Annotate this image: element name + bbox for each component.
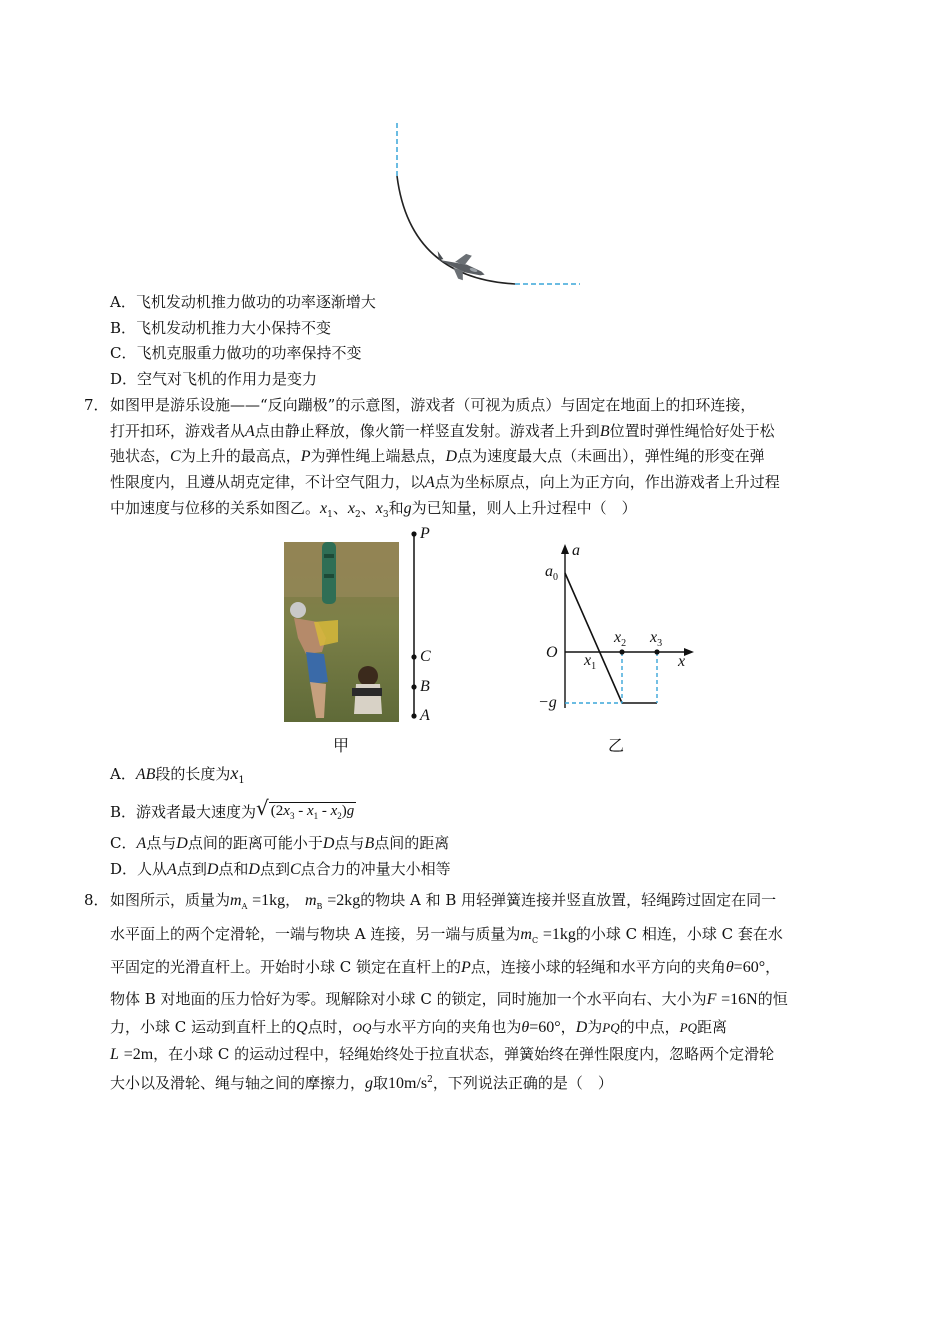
q7-line-2: 打开扣环，游戏者从A点由静止释放，像火箭一样竖直发射。游戏者上升到B位置时弹性绳恰好处于松 — [110, 422, 775, 440]
q7-line-4: 性限度内，且遵从胡克定律，不计空气阻力，以A点为坐标原点，向上为正方向，作出游戏者上升过程 — [110, 473, 780, 491]
q7-line-1: 如图甲是游乐设施——“反向蹦极”的示意图，游戏者（可视为质点）与固定在地面上的扣环连接， — [110, 396, 756, 414]
rope-diagram — [404, 526, 444, 726]
axis-label-a: a — [572, 542, 580, 559]
label-b: B — [420, 678, 430, 695]
jet-icon — [431, 245, 488, 286]
q8-line-4: 物体 B 对地面的压力恰好为零。现解除对小球 C 的锁定，同时施加一个水平向右、大小为F =16N的恒 — [110, 990, 788, 1008]
axis-label-x: x — [678, 653, 686, 670]
label-origin: O — [546, 644, 558, 661]
figure-b-caption: 乙 — [608, 736, 625, 755]
q7-option-a: A．AB段的长度为$x_1$ — [110, 763, 245, 786]
label-c: C — [420, 648, 431, 665]
q6-option-d: D．空气对飞机的作用力是变力 — [110, 370, 318, 388]
q8-line-5: 力，小球 C 运动到直杆上的Q点时，OQ与水平方向的夹角也为θ=60°，D为PQ的中点，PQ距离 — [110, 1018, 727, 1036]
label-p: P — [420, 525, 430, 542]
x-axis-arrow — [684, 648, 694, 656]
q7-line-3: 弛状态，C为上升的最高点，P为弹性绳上端悬点，D点为速度最大点（未画出），弹性绳的形变在弹 — [110, 447, 765, 465]
q8-line-2: 水平面上的两个定滑轮，一端与物块 A 连接，另一端与质量为$m_C =1kg$的小球 C 相连，小球 C 套在水 — [110, 925, 783, 945]
q8-line-3: 平固定的光滑直杆上。开始时小球 C 锁定在直杆上的P点，连接小球的轻绳和水平方向的夹角θ=60°， — [110, 958, 781, 976]
q6-option-a: A．飞机发动机推力做功的功率逐渐增大 — [110, 293, 376, 311]
q7-line-5: 中加速度与位移的关系如图乙。$x_1$、$x_2$、$x_3$和g为已知量，则人上升过程中（ ） — [110, 499, 637, 520]
airplane-trajectory-figure — [380, 118, 590, 293]
q7-option-b: B．游戏者最大速度为√ $(2x_3 - x_1 - x_2)g$ — [110, 800, 356, 828]
x2-dot — [619, 649, 624, 654]
label-x1: $x_1$ — [584, 652, 597, 673]
label-neg-g: −g — [538, 694, 557, 711]
q8-line-6: L =2m，在小球 C 的运动过程中，轻绳始终处于拉直状态，弹簧始终在弹性限度内，忽略两个定滑轮 — [110, 1045, 775, 1063]
point-a-dot — [411, 713, 416, 718]
point-c-dot — [411, 654, 416, 659]
label-x2: $x_2$ — [614, 629, 627, 650]
point-p-dot — [411, 531, 416, 536]
q6-option-c: C．飞机克服重力做功的功率保持不变 — [110, 344, 362, 362]
q7-option-d: D．人从A点到D点和D点到C点合力的冲量大小相等 — [110, 860, 451, 878]
q7-option-c: C．A点与D点间的距离可能小于D点与B点间的距离 — [110, 834, 450, 852]
sqrt-formula: √ $(2x_3 - x_1 - x_2)g$ — [256, 796, 355, 821]
bungee-photo — [284, 542, 399, 722]
point-b-dot — [411, 684, 416, 689]
q8-line-1: 如图所示，质量为$m_A =1kg$， $m_B =2kg$的物块 A 和 B 用轻弹簧连接并竖直放置，轻绳跨过固定在同一 — [110, 891, 777, 911]
q7-number: 7． — [84, 396, 109, 414]
q6-option-b: B．飞机发动机推力大小保持不变 — [110, 319, 332, 337]
q8-number: 8． — [84, 891, 109, 909]
figure-a-caption: 甲 — [333, 736, 350, 755]
q8-line-7: 大小以及滑轮、绳与轴之间的摩擦力，g取$10m/s^2$，下列说法正确的是（ ） — [110, 1074, 613, 1092]
x3-dot — [654, 649, 659, 654]
label-a: A — [420, 707, 430, 724]
y-axis-arrow — [561, 544, 569, 554]
label-x3: $x_3$ — [650, 629, 663, 650]
label-a0: $a_0$ — [545, 563, 558, 584]
